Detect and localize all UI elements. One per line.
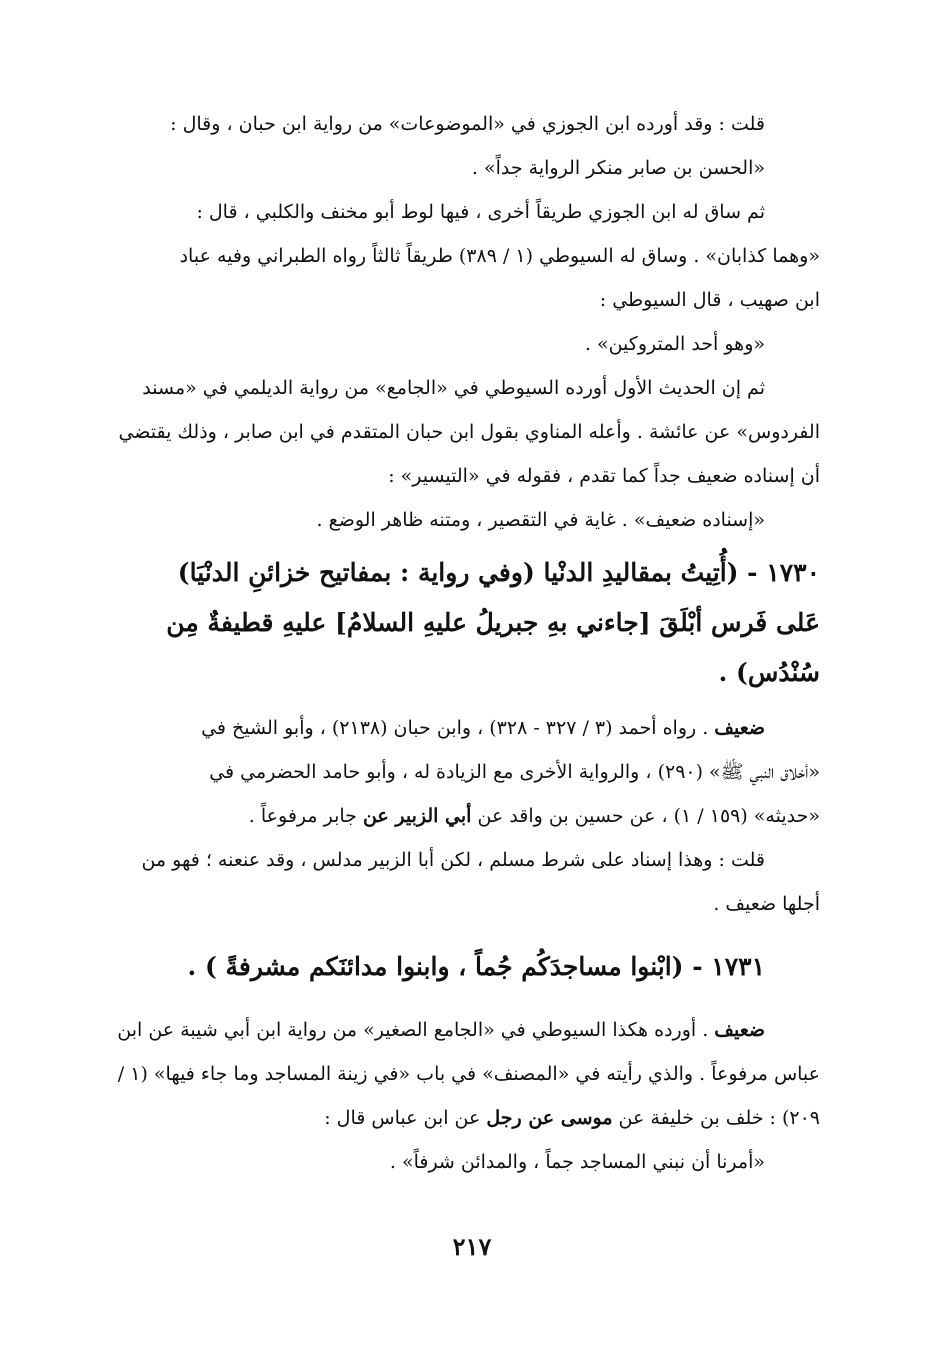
text-line: الفردوس» عن عائشة . وأعله المناوي بقول ابن حبان المتقدم في ابن صابر ، وذلك يقتضي — [118, 421, 820, 443]
quote-line — [105, 498, 820, 542]
takhrij-paragraph — [105, 706, 820, 750]
paragraph — [105, 102, 820, 190]
text-line: عباس مرفوعاً . والذي رأيته في «المصنف» في باب «في زينة المساجد وما جاء فيها» (١ / — [117, 1063, 820, 1085]
paragraph — [105, 190, 820, 234]
verdict-label: ضعيف — [714, 1019, 765, 1041]
text-line: «الحسن بن صابر منكر الرواية جداً» . — [471, 157, 765, 179]
hadith-text-line: ١٧٣٠ - (أُتِيتُ بمقاليدِ الدنْيا (وفي رواية : بمفاتيح خزائنِ الدنْيَا) — [177, 558, 820, 587]
text-segment: جابر مرفوعاً . — [248, 805, 363, 827]
quote-line — [105, 1140, 820, 1184]
text-line: «وهما كذابان» . وساق له السيوطي (١ / ٣٨٩) طريقاً ثالثاً رواه الطبراني وفيه عباد — [179, 245, 820, 267]
text-line: أجلها ضعيف . — [713, 893, 820, 915]
paragraph-continuation — [105, 410, 820, 498]
text-line: قلت : وهذا إسناد على شرط مسلم ، لكن أبا الزبير مدلس ، وقد عنعنه ؛ فهو من — [141, 849, 765, 871]
text-line: «وهو أحد المتروكين» . — [584, 333, 765, 355]
text-line: «إسناده ضعيف» . غاية في التقصير ، ومتنه ظاهر الوضع . — [316, 509, 765, 531]
text-line: قلت : وقد أورده ابن الجوزي في «الموضوعات» من رواية ابن حبان ، وقال : — [170, 113, 765, 135]
hadith-text-line: عَلى فَرس أبْلَقَ [جاءني بهِ جبريلُ عليهِ السلامُ] عليهِ قطيفةٌ مِن سُنْدُس) . — [166, 608, 820, 687]
note-continuation — [105, 882, 820, 926]
text-line: أن إسناده ضعيف جداً كما تقدم ، فقوله في «التيسير» : — [388, 465, 820, 487]
paragraph-continuation — [105, 234, 820, 322]
hadith-heading-1730 — [105, 548, 820, 698]
text-line: ثم ساق له ابن الجوزي طريقاً أخرى ، فيها لوط أبو مخنف والكلبي ، قال : — [196, 201, 765, 223]
text-line: «أخلاق النبي ﷺ» (٢٩٠) ، والرواية الأخرى مع الزيادة له ، وأبو حامد الحضرمي في — [209, 761, 820, 783]
text-line: ابن صهيب ، قال السيوطي : — [599, 289, 820, 311]
hadith-text-line: ١٧٣١ - (ابْنوا مساجدَكُم جُماً ، وابنوا مدائنَكم مشرفةً ) . — [187, 952, 765, 981]
takhrij-paragraph — [105, 1008, 820, 1052]
text-segment: عن ابن عباس قال : — [324, 1107, 487, 1129]
verdict-label: ضعيف — [714, 717, 765, 739]
bold-narrator: أبي الزبير عن — [362, 805, 472, 827]
hadith-heading-1731 — [105, 942, 820, 992]
page-number: ٢١٧ — [452, 1232, 492, 1261]
note-paragraph — [105, 838, 820, 882]
quote-line — [105, 322, 820, 366]
page-body — [105, 102, 820, 1184]
paragraph — [105, 366, 820, 410]
text-line: . أورده هكذا السيوطي في «الجامع الصغير» من رواية ابن أبي شيبة عن ابن — [117, 1019, 709, 1041]
bold-narrator: موسى عن رجل — [486, 1107, 613, 1129]
text-segment: ٢٠٩) : خلف بن خليفة عن — [612, 1107, 820, 1129]
takhrij-continuation — [105, 750, 820, 838]
takhrij-continuation — [105, 1052, 820, 1140]
text-segment: «حديثه» (١٥٩ / ١) ، عن حسين بن واقد عن — [471, 805, 820, 827]
text-line: . رواه أحمد (٣ / ٣٢٧ - ٣٢٨) ، وابن حبان (٢١٣٨) ، وأبو الشيخ في — [201, 717, 709, 739]
text-line: «أمرنا أن نبني المساجد جماً ، والمدائن شرفاً» . — [389, 1151, 765, 1173]
text-line: ثم إن الحديث الأول أورده السيوطي في «الجامع» من رواية الديلمي في «مسند — [142, 377, 765, 399]
